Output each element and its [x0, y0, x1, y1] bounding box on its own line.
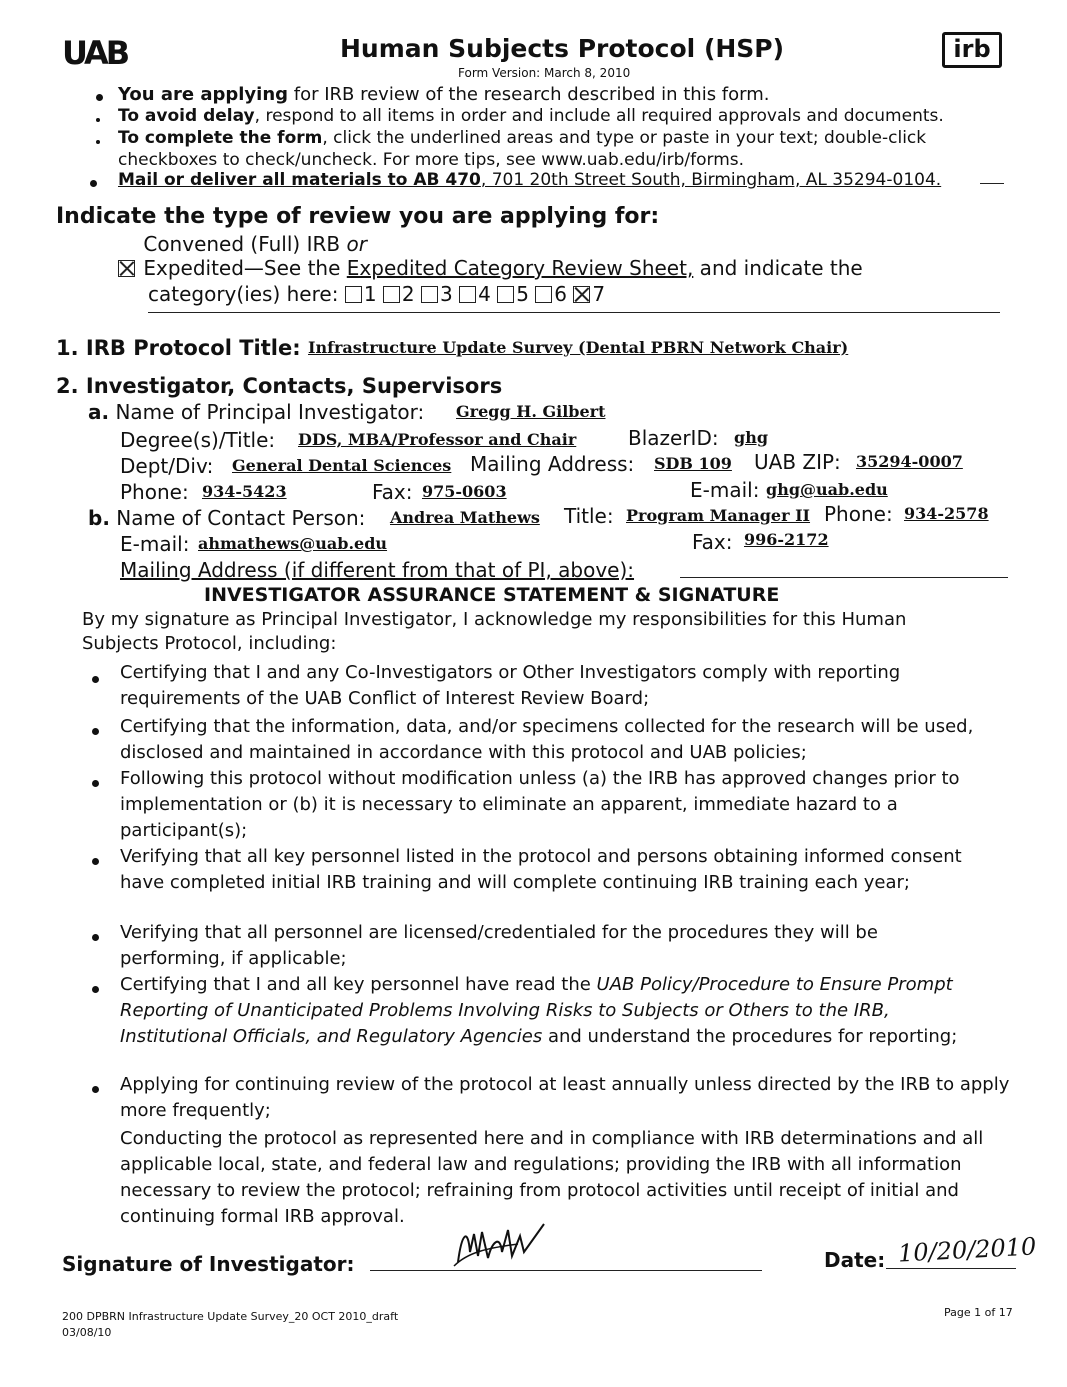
email-label: E-mail: — [690, 478, 760, 502]
category-row: category(ies) here: 1 2 3 4 5 6 7 — [148, 282, 606, 306]
fax-field[interactable]: 975-0603 — [422, 482, 507, 501]
category-3-checkbox[interactable] — [421, 286, 438, 303]
signature-mark — [448, 1222, 568, 1270]
instruction-3-cont: checkboxes to check/uncheck. For more tips, see www.uab.edu/irb/forms. — [118, 150, 745, 170]
assurance-item-5: Verifying that all personnel are licensed/credentialed for the procedures they will be performing, if applicable; — [120, 922, 878, 969]
degree-label: Degree(s)/Title: — [120, 428, 276, 452]
dept-label: Dept/Div: — [120, 454, 214, 478]
bullet-icon — [92, 858, 99, 865]
assurance-item-3: Following this protocol without modification unless (a) the IRB has approved changes prior to implementation or (b) it is necessary to eliminate an apparent, immediate hazard to a participant(s); — [120, 768, 960, 841]
category-4-checkbox[interactable] — [459, 286, 476, 303]
instruction-4: Mail or deliver all materials to AB 470, 701 20th Street South, Birmingham, AL 35294-0104. — [118, 170, 942, 190]
mailing-label: Mailing Address: — [470, 452, 635, 476]
footer-page: Page 1 of 17 — [944, 1306, 1013, 1319]
date-field[interactable] — [886, 1268, 1016, 1269]
footer-doc-name: 200 DPBRN Infrastructure Update Survey_20 OCT 2010_draft — [62, 1310, 399, 1323]
assurance-item-8: Conducting the protocol as represented here and in compliance with IRB determinations and all applicable local, state, and federal law and regulations; providing the IRB with all information necessary to review the protocol; refraining from protocol activities until receipt of initial and continuing formal IRB approval. — [120, 1128, 984, 1227]
category-2-checkbox[interactable] — [383, 286, 400, 303]
bullet-icon — [92, 1086, 99, 1093]
pi-name-row: a. Name of Principal Investigator: — [88, 400, 425, 424]
bullet-icon — [96, 118, 100, 122]
degree-field[interactable]: DDS, MBA/Professor and Chair — [298, 430, 577, 449]
bullet-icon — [92, 676, 99, 683]
bullet-icon — [92, 934, 99, 941]
irb-logo: irb — [942, 32, 1002, 68]
bullet-icon — [96, 140, 100, 144]
section2-heading: 2. Investigator, Contacts, Supervisors — [56, 374, 503, 398]
contact-field[interactable]: Andrea Mathews — [390, 508, 540, 527]
category-5-checkbox[interactable] — [497, 286, 514, 303]
contact-fax-field[interactable]: 996-2172 — [744, 530, 829, 549]
footer-doc-date: 03/08/10 — [62, 1326, 112, 1339]
signature-field[interactable] — [370, 1270, 762, 1271]
contact-fax-label: Fax: — [692, 530, 733, 554]
mailing-diff-label: Mailing Address (if different from that of PI, above): — [120, 558, 635, 582]
assurance-item-1: Certifying that I and any Co-Investigators or Other Investigators comply with reporting requirements of the UAB Conflict of Interest Review Board; — [120, 662, 901, 709]
bullet-icon — [96, 94, 103, 101]
blazer-field[interactable]: ghg — [734, 428, 769, 447]
mailing-diff-field[interactable] — [680, 577, 1008, 578]
zip-label: UAB ZIP: — [754, 450, 841, 474]
convened-option[interactable]: Convened (Full) IRB or — [118, 232, 367, 256]
contact-title-field[interactable]: Program Manager II — [626, 506, 811, 525]
instruction-1: You are applying for IRB review of the research described in this form. — [118, 84, 770, 105]
category-6-checkbox[interactable] — [535, 286, 552, 303]
protocol-title-field[interactable]: Infrastructure Update Survey (Dental PBRN Network Chair) — [308, 338, 849, 357]
convened-checkbox[interactable] — [118, 236, 135, 253]
signature-label: Signature of Investigator: — [62, 1252, 355, 1276]
assurance-item-6: Certifying that I and all key personnel have read the UAB Policy/Procedure to Ensure Prompt Reporting of Unanticipated Problems Involving Risks to Subjects or Others to the IRB, Institutional Officials, and Regulatory Agencies and understand the procedures for reporting; — [120, 974, 958, 1047]
mailing-field[interactable]: SDB 109 — [654, 454, 732, 473]
zip-field[interactable]: 35294-0007 — [856, 452, 963, 471]
instruction-2: To avoid delay, respond to all items in order and include all required approvals and documents. — [118, 106, 944, 126]
uab-logo: UAB — [62, 34, 128, 72]
category-7-checkbox[interactable] — [573, 286, 590, 303]
expedited-option[interactable]: Expedited—See the Expedited Category Review Sheet, and indicate the — [118, 256, 863, 280]
contact-email-label: E-mail: — [120, 532, 190, 556]
date-label: Date: — [824, 1248, 886, 1272]
date-handwritten: 10/20/2010 — [897, 1232, 1037, 1268]
form-title: Human Subjects Protocol (HSP) — [340, 34, 785, 63]
assurance-heading: INVESTIGATOR ASSURANCE STATEMENT & SIGNATURE — [204, 584, 780, 606]
phone-label: Phone: — [120, 480, 189, 504]
fax-label: Fax: — [372, 480, 413, 504]
contact-email-field[interactable]: ahmathews@uab.edu — [198, 534, 388, 553]
expedited-sheet-link[interactable]: Expedited Category Review Sheet, — [346, 256, 694, 280]
contact-row: b. Name of Contact Person: — [88, 506, 366, 530]
review-type-heading: Indicate the type of review you are applying for: — [56, 204, 660, 229]
bullet-icon — [92, 728, 99, 735]
email-field[interactable]: ghg@uab.edu — [766, 480, 888, 499]
instruction-3: To complete the form, click the underlined areas and type or paste in your text; double-click — [118, 128, 927, 148]
blazer-label: BlazerID: — [628, 426, 719, 450]
assurance-item-2: Certifying that the information, data, and/or specimens collected for the research will be used, disclosed and maintained in accordance with this protocol and UAB policies; — [120, 716, 974, 763]
pi-name-field[interactable]: Gregg H. Gilbert — [456, 402, 606, 421]
contact-phone-label: Phone: — [824, 502, 893, 526]
form-version: Form Version: March 8, 2010 — [458, 66, 631, 80]
protocol-title-label: 1. IRB Protocol Title: — [56, 336, 301, 360]
bullet-icon — [92, 780, 99, 787]
bullet-icon — [92, 986, 99, 993]
expedited-checkbox[interactable] — [118, 260, 135, 277]
assurance-item-4: Verifying that all key personnel listed in the protocol and persons obtaining informed consent have completed initial IRB training and will complete continuing IRB training each year; — [120, 846, 962, 893]
dept-field[interactable]: General Dental Sciences — [232, 456, 452, 475]
title-label: Title: — [564, 504, 614, 528]
contact-phone-field[interactable]: 934-2578 — [904, 504, 989, 523]
category-1-checkbox[interactable] — [345, 286, 362, 303]
bullet-icon — [90, 180, 97, 187]
assurance-item-7: Applying for continuing review of the protocol at least annually unless directed by the IRB to apply more frequently; — [120, 1074, 1010, 1121]
phone-field[interactable]: 934-5423 — [202, 482, 287, 501]
assurance-intro: By my signature as Principal Investigator, I acknowledge my responsibilities for this Human Subjects Protocol, including: — [82, 609, 907, 654]
